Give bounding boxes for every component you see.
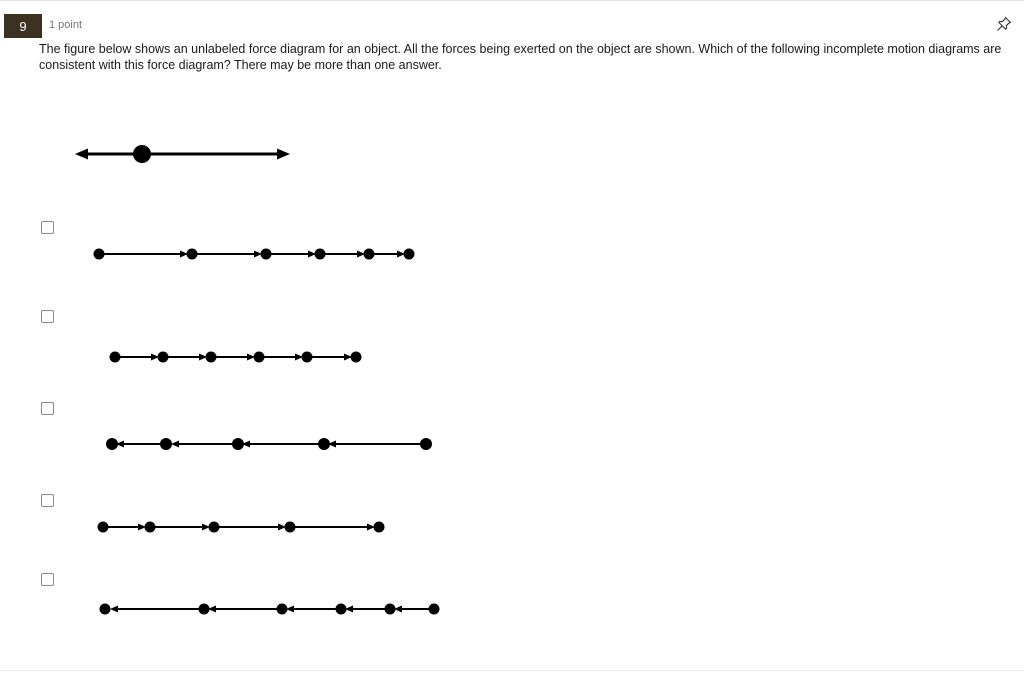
option-e-motion-diagram bbox=[100, 604, 440, 615]
question-prompt: The figure below shows an unlabeled force diagram for an object. All the forces being exerted on the object are shown. Which of the following incomplete motion diagrams are consistent with this force diagram? There may be more than one answer. bbox=[39, 42, 1002, 72]
motion-dot bbox=[145, 522, 156, 533]
motion-dot bbox=[232, 438, 244, 450]
top-divider bbox=[0, 0, 1024, 1]
motion-dot bbox=[98, 522, 109, 533]
motion-dot bbox=[209, 522, 220, 533]
object-dot bbox=[133, 145, 151, 163]
motion-dot bbox=[285, 522, 296, 533]
force-arrow-right bbox=[142, 149, 290, 160]
option-b-checkbox[interactable] bbox=[41, 310, 54, 323]
motion-dot bbox=[199, 604, 210, 615]
motion-dot bbox=[429, 604, 440, 615]
question-points: 1 point bbox=[49, 19, 83, 31]
motion-dot bbox=[254, 352, 265, 363]
option-c-motion-diagram bbox=[106, 438, 432, 450]
motion-dot bbox=[315, 249, 326, 260]
motion-dot bbox=[261, 249, 272, 260]
option-d-motion-diagram bbox=[98, 522, 385, 533]
motion-dot bbox=[364, 249, 375, 260]
pushpin-icon[interactable] bbox=[996, 16, 1012, 32]
motion-dot bbox=[404, 249, 415, 260]
motion-dot bbox=[187, 249, 198, 260]
motion-dot bbox=[277, 604, 288, 615]
option-a-motion-diagram bbox=[94, 249, 415, 260]
motion-dot bbox=[351, 352, 362, 363]
motion-dot bbox=[374, 522, 385, 533]
motion-dot bbox=[106, 438, 118, 450]
question-number-badge: 9 bbox=[4, 14, 42, 38]
bottom-divider bbox=[0, 670, 1024, 671]
motion-dot bbox=[420, 438, 432, 450]
option-e-checkbox[interactable] bbox=[41, 573, 54, 586]
motion-dot bbox=[110, 352, 121, 363]
force-arrow-left bbox=[75, 149, 142, 160]
motion-dot bbox=[206, 352, 217, 363]
option-a-checkbox[interactable] bbox=[41, 221, 54, 234]
motion-dot bbox=[160, 438, 172, 450]
option-d-checkbox[interactable] bbox=[41, 494, 54, 507]
motion-dot bbox=[100, 604, 111, 615]
motion-dot bbox=[94, 249, 105, 260]
motion-dot bbox=[336, 604, 347, 615]
motion-dot bbox=[318, 438, 330, 450]
motion-dot bbox=[385, 604, 396, 615]
option-b-motion-diagram bbox=[110, 352, 362, 363]
motion-dot bbox=[158, 352, 169, 363]
option-c-checkbox[interactable] bbox=[41, 402, 54, 415]
motion-dot bbox=[302, 352, 313, 363]
